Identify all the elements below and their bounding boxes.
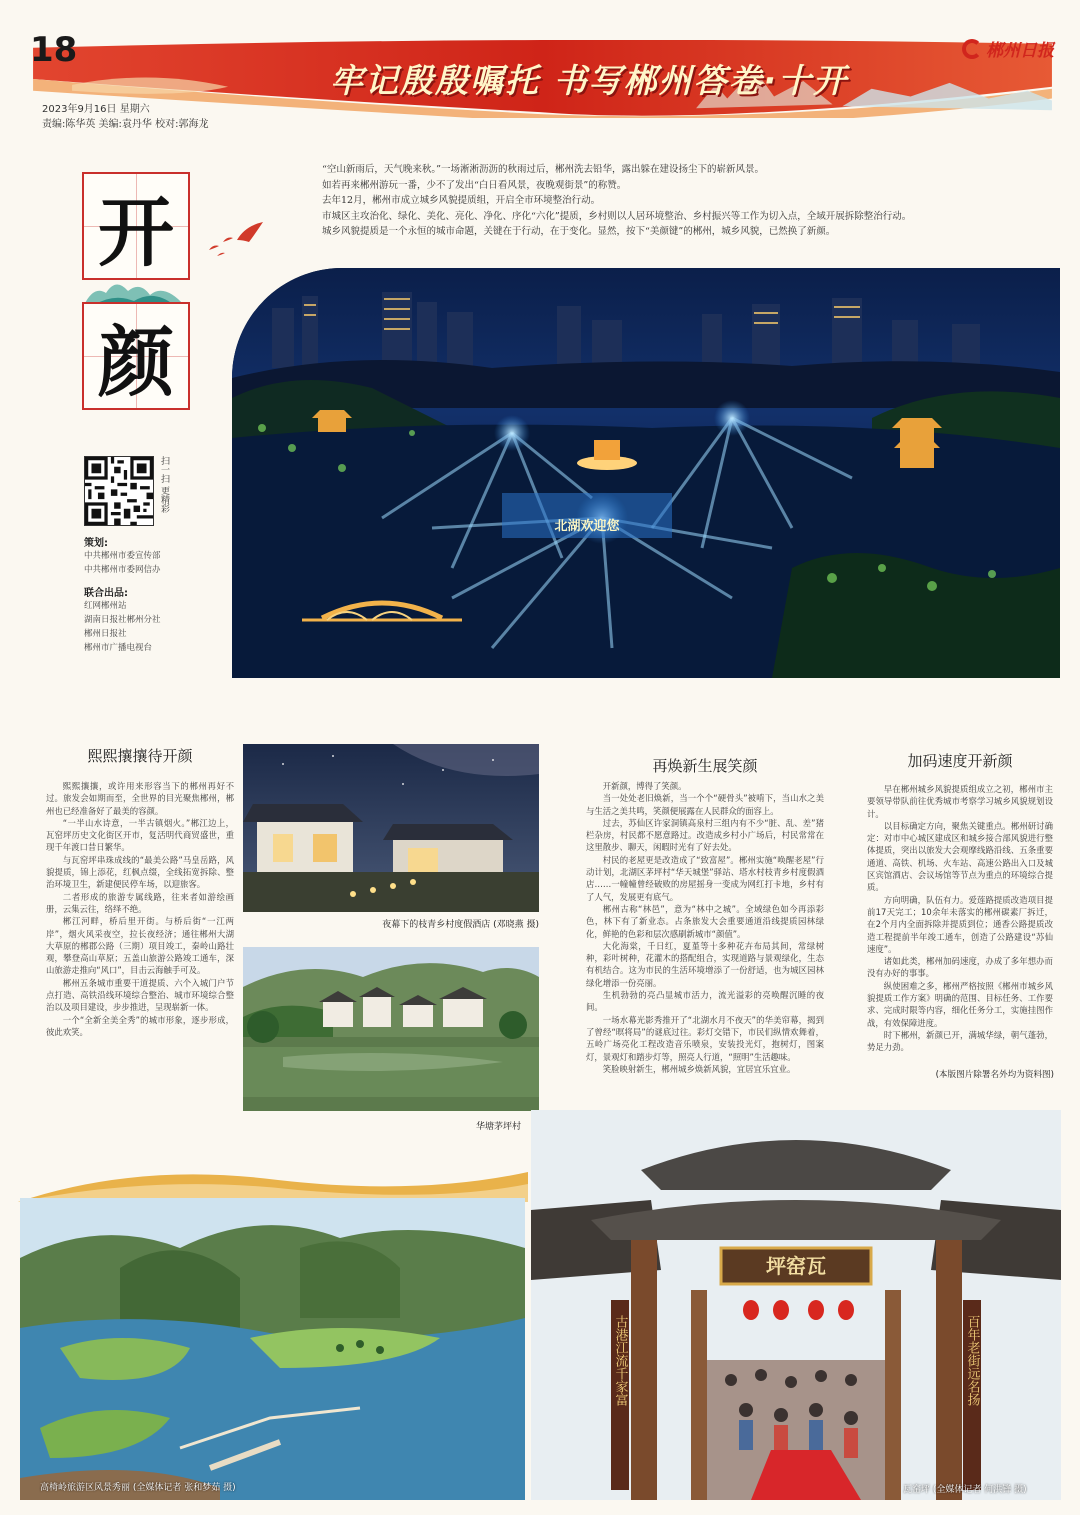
logo-text: 郴州日报	[986, 41, 1054, 61]
section-paragraph: 郴州五条城市重要干道提质、六个入城门户节点打造、高铁沿线环境综合整治、城市环境综合整治以及项目建设，步步推进，呈现崭新一体。	[46, 977, 234, 1013]
jointly-label: 联合出品:	[84, 588, 128, 599]
section-body	[46, 780, 234, 1038]
planning-org: 中共郴州市委宣传部	[84, 551, 161, 561]
page-number: 18	[30, 30, 78, 70]
jointly-org: 郴州市广播电视台	[84, 643, 153, 653]
photo-hotel-night	[243, 744, 539, 912]
section-title: 熙熙攘攘待开颜	[87, 747, 193, 765]
qr-caption: 扫一扫 更精彩	[159, 456, 169, 513]
section-body	[586, 780, 824, 1075]
light-show-sign: 北湖欢迎您	[554, 519, 620, 534]
jointly-org: 郴州日报社	[84, 629, 127, 639]
jointly-org: 湖南日报社郴州分社	[84, 615, 161, 625]
photo-wayaoping-gate	[531, 1110, 1061, 1500]
decorative-hills-icon	[84, 275, 184, 305]
hotel-caption: 夜幕下的枝青乡村度假酒店 (邓晓燕 摄)	[382, 920, 539, 930]
main-photo-light-show	[232, 268, 1060, 678]
section-paragraph: 郴江河畔，桥后里开街。与桥后街“一江两岸”，烟火风采夜空，拉长夜经济；通往郴州大湖大草原的郴郡公路（三期）项目竣工，秦岭山路壮观，攀登高山草原；五盖山旅游公路竣工通车，深山旅游走推向“风口”，目击云海触手可及。	[46, 916, 234, 976]
section-paragraph: 诸如此类，郴州加码速度，办成了多年想办而没有办好的事事。	[867, 956, 1053, 979]
section-paragraph: 与瓦窑坪串珠成线的“最美公路”马皇岳路，风貌提质，锦上添花，红枫点缀，全线拓宽拆除、整治环境卫生，新建便民停车场，以迎旅客。	[46, 854, 234, 890]
gate-couplet-right: 百年老街远名扬	[964, 1315, 980, 1406]
intro-paragraph: “空山新雨后，天气晚来秋。”一场淅淅沥沥的秋雨过后，郴州洗去铅华，露出躲在建设扬尘下的崭新风景。	[322, 164, 764, 175]
staff-line: 责编:陈华英 美编:袁丹华 校对:郭海龙	[42, 119, 209, 130]
intro-paragraph: 城乡风貌提质是一个永恒的城市命题，关键在于行动，在于变化。显然，按下“美颜键”的郴州，城乡风貌，已然换了新颜。	[322, 226, 836, 237]
intro-text	[322, 162, 1042, 240]
section-paragraph: 大化海棠，千日红，夏堇等十多种花卉布局其间，常绿树种，彩叶树种，花灌木的搭配组合，实现道路与景观绿化，生态有机结合。这为市民的生活环境增添了一份舒适，也为城区园林绿化增添一份亮丽。	[586, 940, 824, 988]
section-paragraph: 笑脸映射新生，郴州城乡焕新风貌，宜居宜乐宜业。	[602, 1063, 796, 1074]
section-paragraph: 以目标确定方向，聚焦关键重点。郴州研讨确定：对市中心城区建成区和城乡接合部风貌进行整体提质，突出以旅发大会观摩线路沿线、五条重要通道、高铁、机场、火车站、高速公路出入口及城区宾馆酒店、会议场馆等节点为重点的环境综合提质。	[867, 820, 1053, 893]
section-paragraph: 纵使困难之多，郴州严格按照《郴州市城乡风貌提质工作方案》明确的范围、目标任务、工作要求、完成时限等内容，细化任务分工，实施挂图作战，有效保障进度。	[867, 980, 1053, 1028]
section-paragraph: 一场水幕光影秀推开了“北湖水月不夜天”的华美帘幕，揭到了曾经“暝将局”的谜底过往。彩灯交错下，市民们纵情欢舞着，五岭广场亮化工程改造音乐喷泉，安装投光灯，抱树灯，图案灯，景观灯和踏步灯等，照亮人行道，“照明”生活趣味。	[586, 1014, 824, 1062]
planning-label: 策划:	[84, 538, 108, 549]
section-paragraph: 生机勃勃的亮凸显城市活力，流光溢彩的亮唤醒沉睡的夜间。	[586, 990, 824, 1013]
section-title: 加码速度开新颜	[907, 752, 1013, 770]
lake-caption: 高椅岭旅游区风景秀丽 (全媒体记者 张和梦茹 摄)	[40, 1483, 236, 1493]
jointly-org: 红网郴州站	[84, 601, 127, 611]
photo-village	[243, 947, 539, 1111]
newspaper-logo	[962, 36, 1054, 61]
decorative-wave	[18, 1162, 528, 1202]
section-paragraph: 时下郴州，新颜已开，满城华绿，朝气蓬勃，势足力劲。	[867, 1029, 1053, 1053]
section-paragraph: 过去，苏仙区许家洞镇高泉村三组内有不少“脏、乱、差”猪栏杂房，村民都不愿意路过。改造成乡村小广场后，村民常常在这里散步、聊天，闲暇时光有了好去处。	[586, 817, 824, 853]
qr-code[interactable]	[84, 456, 154, 526]
gate-plaque: 坪窑瓦	[766, 1254, 826, 1278]
section-body	[867, 783, 1053, 1054]
title-char-kai: 开	[82, 172, 190, 280]
photo-source-note: (本版图片除署名外均为资料图)	[935, 1070, 1054, 1080]
section-paragraph: 开新颜，博得了笑颜。	[602, 781, 687, 791]
planning-org: 中共郴州市委网信办	[84, 565, 161, 575]
masthead	[0, 0, 1080, 130]
date-line: 2023年9月16日 星期六	[42, 104, 150, 115]
section-paragraph: 一个“全新全美全秀”的城市形象，逐步形成，彼此欢笑。	[46, 1014, 234, 1037]
qr-code-icon	[85, 457, 153, 525]
intro-paragraph: 去年12月，郴州市成立城乡风貌提质组，开启全市环境整治行动。	[322, 195, 601, 206]
section-paragraph: 早在郴州城乡风貌提质组成立之初，郴州市主要领导带队前往优秀城市考察学习城乡风貌规划设计。	[867, 784, 1053, 819]
gate-caption: 瓦窑坪 (全媒体记者 何洪锋 摄)	[903, 1485, 1027, 1495]
logo-c-icon	[962, 39, 982, 59]
photo-lake-scenic	[20, 1198, 525, 1500]
section-paragraph: “一半山水诗意，一半古镇烟火。”郴江边上，瓦窑坪历史文化街区开市，复活明代商贸盛世，重现千年渡口昔日繁华。	[46, 817, 234, 853]
section-paragraph: 方向明确，队伍有力。爱莲路提质改造项目提前17天完工；10余年未落实的郴州碳素厂拆迁，在2个月内全面拆除并提质到位；通香公路提质改造工程提前半年竣工通车，创造了公路建设“苏仙速度”。	[867, 894, 1053, 954]
intro-paragraph: 市城区主攻治化、绿化、美化、亮化、净化、序化“六化”提质，乡村则以人居环境整治、乡村振兴等工作为切入点，全域开展拆除整治行动。	[322, 210, 912, 222]
section-paragraph: 村民的老屋更是改造成了“致富屋”。郴州实施“唤醒老屋”行动计划，北湖区茅坪村“华天城堡”驿站、塔水村枝青乡村度假酒店……一幢幢曾经破败的房屋摇身一变成为网红打卡地，乡村有了人气，发展更有底气。	[586, 854, 824, 902]
village-caption: 华塘茅坪村	[475, 1122, 521, 1132]
banner-title: 牢记殷殷嘱托 书写郴州答卷·十开	[330, 61, 849, 100]
section-title: 再焕新生展笑颜	[652, 757, 758, 775]
section-paragraph: 二者形成的旅游专属线路，往来者如游绘画册，云集云往，络绎不绝。	[46, 891, 234, 914]
title-char-yan: 颜	[82, 302, 190, 410]
section-paragraph: 当一处处老旧焕新，当一个个“硬骨头”被啃下，当山水之美与生活之美共鸣，笑颜便展露在人民群众的面容上。	[586, 793, 824, 816]
intro-paragraph: 如若再来郴州游玩一番，少不了发出“白日看风景，夜晚观街景”的称赞。	[322, 179, 627, 191]
gate-couplet-left: 古港江流千家富	[612, 1315, 628, 1406]
flying-birds-icon	[205, 220, 275, 260]
section-paragraph: 熙熙攘攘，或许用来形容当下的郴州再好不过。旅发会如期而至，全世界的目光聚焦郴州，郴州也已经准备好了最美的容颜。	[46, 781, 234, 816]
section-paragraph: 郴州古称“林邑”，意为“林中之城”。全域绿色如今再添彩色，林下有了新业态。占条旅发大会重要通道沿线提质园林绿化，鲜艳的色彩和层次感刷新城市“颜值”。	[586, 903, 824, 939]
